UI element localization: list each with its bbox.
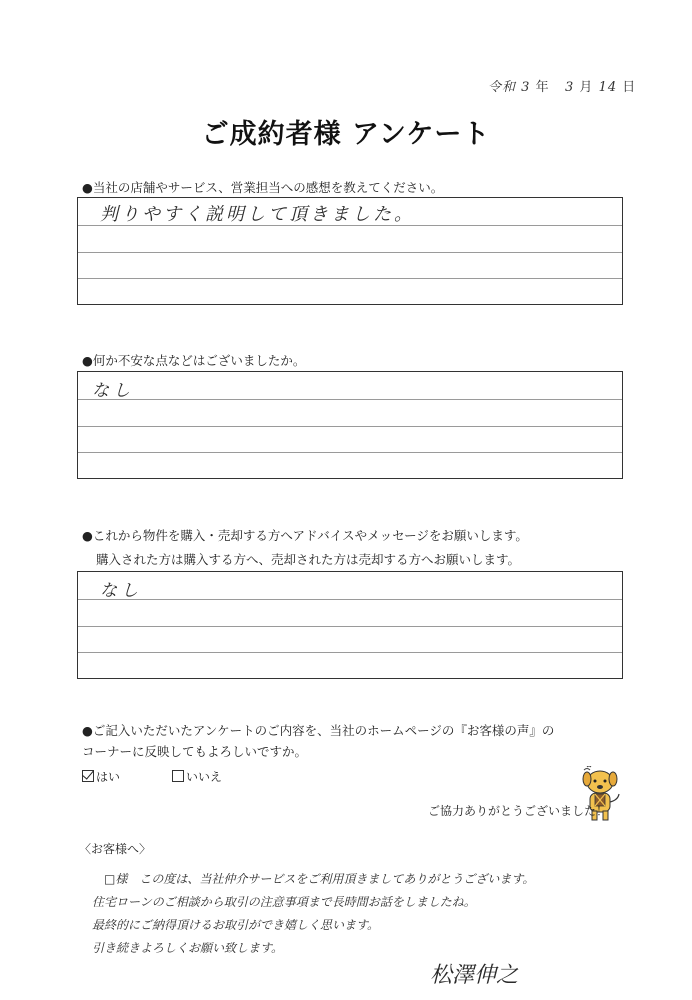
date-year-unit: 年 — [535, 80, 550, 95]
date-month: 3 — [565, 80, 575, 95]
answer-2-handwriting: なし — [92, 381, 134, 401]
question-3-text-line1: ●これから物件を購入・売却する方へアドバイスやメッセージをお願いします。 — [82, 528, 528, 543]
customer-message-label: 〈お客様へ〉 — [79, 842, 152, 856]
answer-box-1-rule — [78, 252, 622, 253]
date-day-unit: 日 — [622, 80, 637, 95]
date-day: 14 — [598, 80, 618, 95]
answer-box-3-rule — [78, 599, 622, 600]
consent-text-line1: ●ご記入いただいたアンケートのご内容を、当社のホームページの『お客様の声』の — [82, 723, 555, 738]
question-2-text: ●何か不安な点などはございましたか。 — [82, 353, 306, 368]
answer-box-3[interactable] — [77, 571, 623, 679]
page-title: ご成約者様 アンケート — [201, 119, 491, 150]
answer-box-2[interactable] — [77, 371, 623, 479]
customer-message-line: □様 この度は、当社仲介サービスをご利用頂きましてありがとうございます。 — [104, 872, 535, 886]
consent-no-label: いいえ — [186, 770, 223, 784]
answer-3-handwriting: なし — [100, 581, 142, 601]
customer-message-line: 住宅ローンのご相談から取引の注意事項まで長時間お話をしましたね。 — [92, 895, 476, 909]
consent-no-checkbox[interactable] — [172, 770, 184, 782]
answer-box-2-rule — [78, 452, 622, 453]
consent-yes-option[interactable] — [82, 768, 120, 785]
answer-box-3-rule — [78, 626, 622, 627]
date-month-unit: 月 — [579, 80, 594, 95]
consent-no-option[interactable] — [172, 768, 222, 785]
answer-1-handwriting: 判りやすく説明して頂きました。 — [100, 204, 415, 225]
thanks-message: ご協力ありがとうございました！ — [428, 804, 609, 818]
customer-message-line: 最終的にご納得頂けるお取引ができ嬉しく思います。 — [92, 918, 380, 932]
answer-box-2-rule — [78, 426, 622, 427]
consent-yes-checkbox[interactable] — [82, 770, 94, 782]
date-era: 令和 — [488, 80, 517, 95]
answer-box-1-rule — [78, 278, 622, 279]
customer-message-line: 引き続きよろしくお願い致します。 — [92, 941, 284, 955]
survey-date — [488, 76, 636, 95]
question-1-text: ●当社の店舗やサービス、営業担当への感想を教えてください。 — [82, 180, 444, 195]
question-3-text-line2: 購入された方は購入する方へ、売却された方は売却する方へお願いします。 — [96, 552, 521, 567]
staff-signature: 松澤伸之 — [430, 963, 519, 988]
date-year: 3 — [521, 80, 531, 95]
consent-text-line2: コーナーに反映してもよろしいですか。 — [82, 744, 308, 759]
answer-box-1[interactable] — [77, 197, 623, 305]
consent-yes-label: はい — [96, 770, 121, 784]
answer-box-2-rule — [78, 399, 622, 400]
answer-box-3-rule — [78, 652, 622, 653]
